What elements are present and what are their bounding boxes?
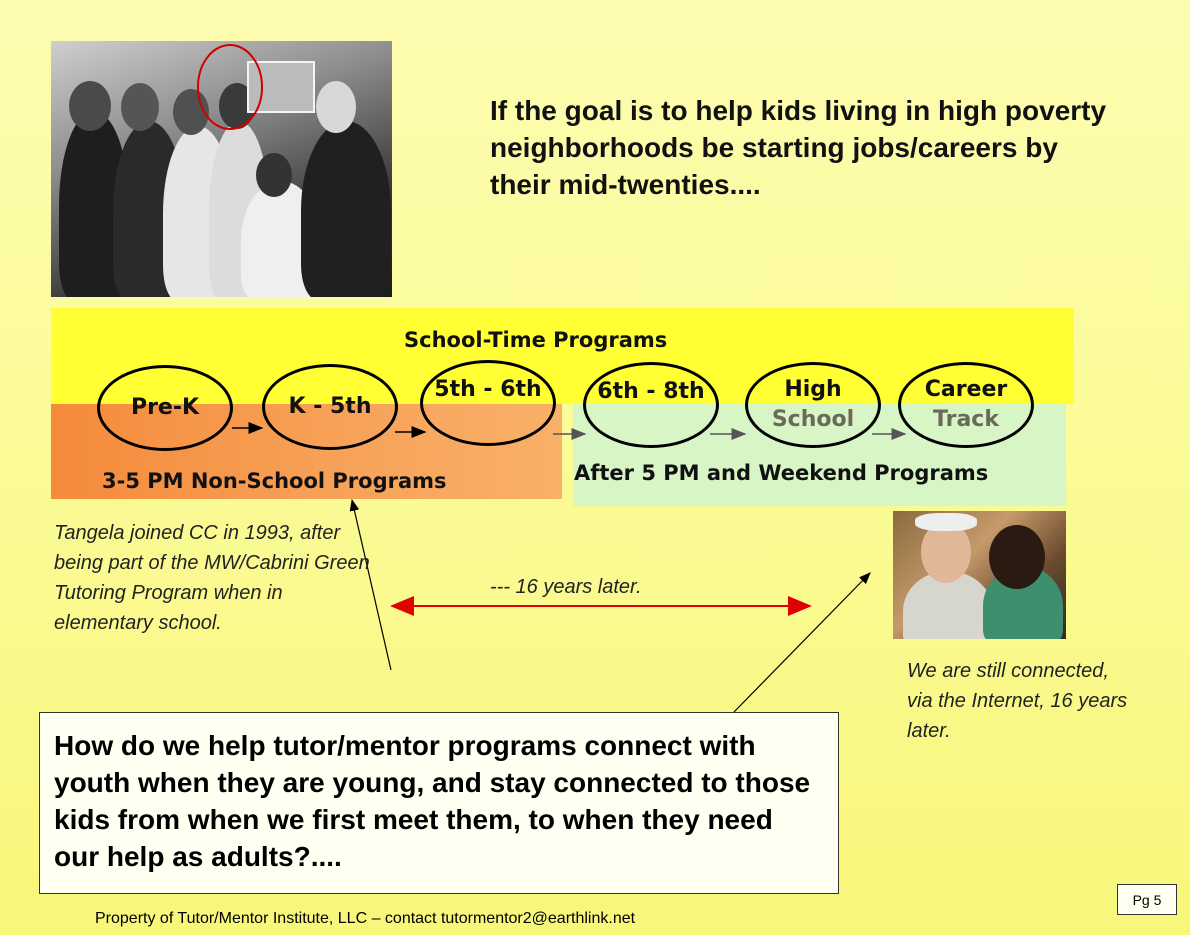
stage-label: 6th - 8th	[597, 379, 705, 404]
stage-label: 5th - 6th	[434, 377, 542, 402]
sixteen-years-label: --- 16 years later.	[490, 576, 642, 598]
footer-copyright: Property of Tutor/Mentor Institute, LLC – contact tutormentor2@earthlink.net	[95, 910, 636, 927]
afterschool-label: 3-5 PM Non-School Programs	[102, 469, 447, 493]
stage-label-line2: Track	[933, 407, 999, 432]
evening-weekend-label: After 5 PM and Weekend Programs	[574, 461, 989, 485]
pointer-to-reunion-photo	[734, 573, 870, 712]
page-number-box: Pg 5	[1117, 884, 1177, 915]
question-box: How do we help tutor/mentor programs connect with youth when they are young, and stay connected to those kids from when we first meet them, to when they need our help as adults?....	[39, 712, 839, 894]
school-time-label: School-Time Programs	[404, 328, 668, 352]
tangela-caption: Tangela joined CC in 1993, after being part of the MW/Cabrini Green Tutoring Program when in elementary school.	[54, 522, 370, 634]
stage-label: High	[784, 377, 842, 402]
stage-label: Career	[924, 377, 1008, 402]
stage-label-line2: School	[771, 407, 855, 432]
still-connected-caption: We are still connected, via the Internet, 16 years later.	[907, 660, 1128, 742]
highlight-circle	[198, 45, 262, 129]
stage-label: K - 5th	[288, 394, 372, 419]
goal-statement: If the goal is to help kids living in high poverty neighborhoods be starting jobs/careers by their mid-twenties....	[490, 95, 1107, 200]
stage-label: Pre-K	[130, 395, 200, 420]
